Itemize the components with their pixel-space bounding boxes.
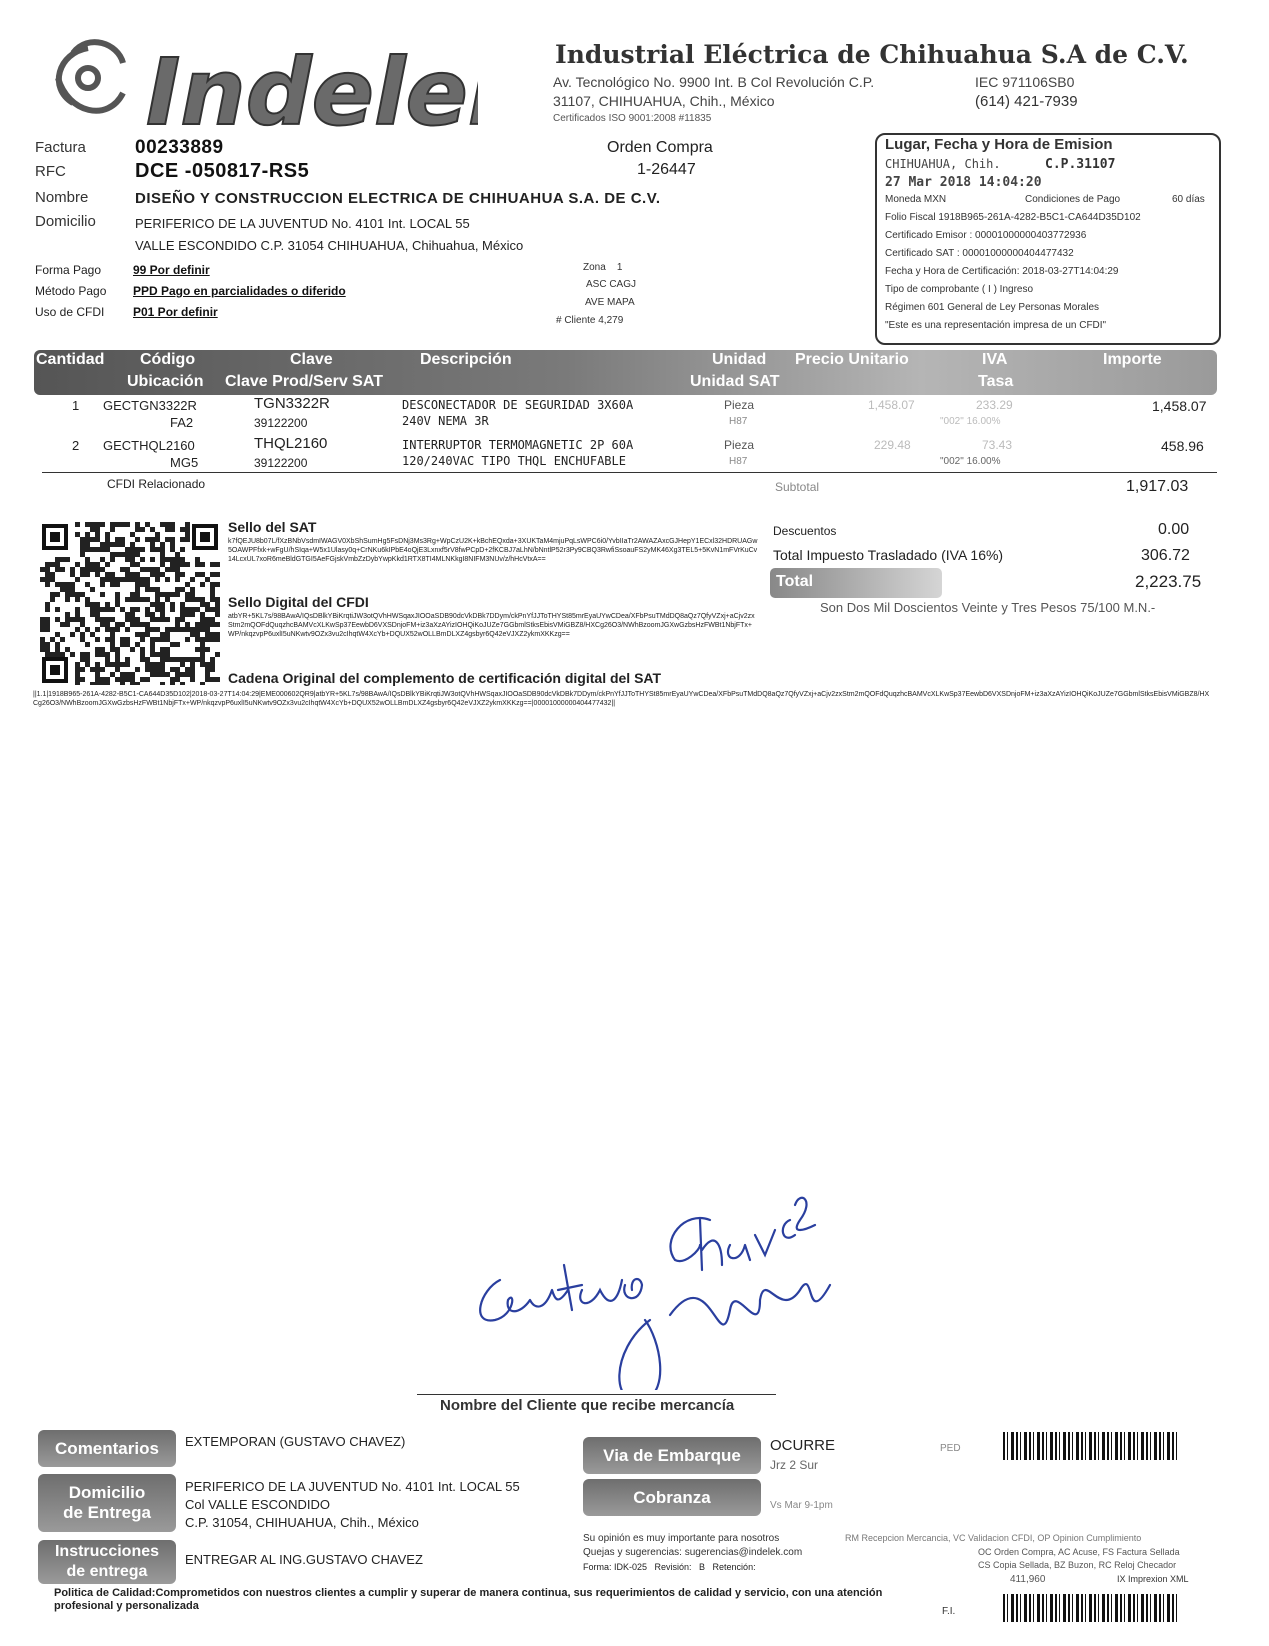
metodo-pago-value: PPD Pago en parcialidades o diferido (133, 284, 346, 298)
emision-city: CHIHUAHUA, Chih. (885, 157, 1001, 171)
total-in-words: Son Dos Mil Doscientos Veinte y Tres Pesos 75/100 M.N.- (820, 600, 1156, 615)
row-clave-sat: 39122200 (254, 416, 308, 430)
table-header-bar (34, 350, 1217, 395)
rfc-label: RFC (35, 163, 66, 180)
fi-label: F.I. (942, 1606, 956, 1617)
company-name: Industrial Eléctrica de Chihuahua S.A de C.V. (555, 40, 1189, 69)
row-iva: 73.43 (982, 438, 1013, 452)
tipo-comprobante: Tipo de comprobante ( I ) Ingreso (885, 284, 1034, 295)
row-price: 1,458.07 (868, 398, 915, 412)
row-price: 229.48 (874, 438, 911, 452)
descuentos-label: Descuentos (773, 524, 837, 538)
via-embarque-sub: Jrz 2 Sur (770, 1458, 819, 1472)
client-name: DISEÑO Y CONSTRUCCION ELECTRICA DE CHIHUAHUA S.A. DE C.V. (135, 190, 661, 207)
orden-label: Orden Compra (607, 139, 713, 156)
row-desc-2: 120/240VAC TIPO THQL ENCHUFABLE (402, 454, 626, 468)
row-desc-1: DESCONECTADOR DE SEGURIDAD 3X60A (402, 398, 634, 412)
via-embarque-value: OCURRE (770, 1437, 836, 1454)
cadena-title: Cadena Original del complemento de certificación digital del SAT (228, 670, 662, 686)
metodo-pago-label: Método Pago (35, 284, 107, 298)
client-address-1: PERIFERICO DE LA JUVENTUD No. 4101 Int. LOCAL 55 (135, 216, 470, 231)
cert-sat: Certificado SAT : 00001000000404477432 (885, 248, 1074, 259)
barcode-top (1003, 1432, 1178, 1460)
emision-date: 27 Mar 2018 14:04:20 (885, 175, 1042, 190)
row-iva: 233.29 (976, 398, 1013, 412)
instrucciones-value: ENTREGAR AL ING.GUSTAVO CHAVEZ (185, 1552, 423, 1567)
comentarios-value: EXTEMPORAN (GUSTAVO CHAVEZ) (185, 1434, 406, 1449)
row-tasa: "002" 16.00% (940, 416, 1001, 427)
domicilio-label: Domicilio (35, 213, 96, 230)
legend-4: IX Imprexion XML (1117, 1574, 1189, 1584)
table-bottom-rule (42, 472, 1217, 473)
opinion-text: Su opinión es muy importante para nosotros (583, 1533, 780, 1544)
cobranza-sub: Vs Mar 9-1pm (770, 1500, 833, 1511)
factura-label: Factura (35, 139, 86, 156)
cfdi-representation: "Este es una representación impresa de un CFDI" (885, 320, 1107, 331)
legend-number: 411,960 (1010, 1574, 1046, 1585)
total-label: Total (776, 573, 814, 590)
instrucciones-pill: Instrucciones de entrega (38, 1540, 176, 1584)
row-desc-1: INTERRUPTOR TERMOMAGNETIC 2P 60A (402, 438, 634, 452)
impuesto-label: Total Impuesto Trasladado (IVA 16%) (773, 547, 1004, 563)
company-logo (28, 28, 478, 138)
brand-wordmark: Indele (146, 39, 468, 138)
quality-policy: Politica de Calidad:Comprometidos con nuestros clientes a cumplir y superar de manera continua, sus requerimientos de calidad y servicio, con una atención profesional y personalizada (54, 1587, 883, 1612)
signature-label: Nombre del Cliente que recibe mercancía (440, 1397, 735, 1414)
orden-number: 1-26447 (637, 161, 696, 178)
uso-cfdi-label: Uso de CFDI (35, 305, 105, 319)
forma-pago-label: Forma Pago (35, 263, 102, 277)
th-ubicacion: Ubicación (127, 373, 204, 390)
row-importe: 458.96 (1161, 438, 1204, 454)
row-desc-2: 240V NEMA 3R (402, 414, 489, 428)
cobranza-pill: Cobranza (583, 1479, 761, 1516)
condiciones-pago: Condiciones de Pago (1025, 194, 1121, 205)
th-unidad-sat: Unidad SAT (690, 373, 780, 390)
th-unidad: Unidad (712, 351, 767, 368)
th-iva: IVA (982, 351, 1008, 368)
factura-number: 00233889 (135, 137, 224, 158)
subtotal-label: Subtotal (775, 480, 820, 494)
legend-3: CS Copia Sellada, BZ Buzon, RC Reloj Checador (978, 1560, 1177, 1570)
company-cert: Certificados ISO 9001:2008 #11835 (553, 113, 712, 124)
row-location: MG5 (170, 455, 199, 470)
company-address-2: 31107, CHIHUAHUA, Chih., México (553, 93, 775, 109)
cadena-text: ||1.1|1918B965-261A-4282-B5C1-CA644D35D102|2018-03-27T14:04:29|EME000602QR9|atbYR+5KL7s/98BAwA/IQsDBlkYBiKrqtiJW3otQVhHWSqaxJIOOaSDB90dcVkDBk7DDym/ckPnYfJJToTHYSt85mrEyaUYwCDea/XFbPsuTMdDQ8aQz7QfyVZxj+aCjv2zxStm2mQOFdQuqzhcBAMVcXLKwSp37EewbD6VXSDnjoFM+iz3aXzAYizIOHQiKoJUZe7GGbmlStksEbisVMiGBZ8/HXCg26O3/NWhBzoomJGXwGzbsHzFWBt1NbjFTx+WP/nkqzvpP6uxlI5uNKwtv9OZx3vu2cIhqtW4XcYb+DQUX52wOLLBmDLXZ4gsbyr6Q42eVJXZ2ykmXKKzg==|00001000000404477432|| (33, 691, 1210, 707)
th-importe: Importe (1103, 351, 1162, 368)
row-tasa: "002" 16.00% (940, 456, 1001, 467)
comentarios-pill: Comentarios (38, 1430, 176, 1467)
cfdi-relacionado: CFDI Relacionado (107, 477, 206, 491)
fecha-cert: Fecha y Hora de Certificación: 2018-03-27T14:04:29 (885, 266, 1119, 277)
total-value: 2,223.75 (1135, 572, 1202, 591)
sello-cfdi-text: atbYR+5KL7s/98BAwA/IQsDBlkYBiKrqtiJW3otQVhHWSqaxJIOOaSDB90dcVkDBk7DDym/ckPnYfJJToTHYSt85mrEyaUYwCDea/XFbPsuTMdDQ8aQz7QfyVZxj+aCjv2zxStm2mQOFdQuqzhcBAMVcXLKwSp37EewbD6VXSDnjoFM+iz3aXzAYizIOHQiKoJUZe7GGbmlStksEbisVMiGBZ8/HXCg26O3/NWhBzoomJGXwGzbsHzFWBt1NbjFTx+WP/nkqzvpP6uxlI5uNKwtv9OZx3vu2cIhqtW4XcYb+DQUX52wOLLBmDLXZ4gsbyr6Q42eVJXZ2ykmXKKzg== (228, 613, 755, 638)
sello-sat-title: Sello del SAT (228, 519, 317, 535)
row-clave: TGN3322R (254, 395, 330, 412)
quejas-text: Quejas y sugerencias: sugerencias@indelek.com (583, 1547, 803, 1558)
sello-cfdi-title: Sello Digital del CFDI (228, 594, 369, 610)
emision-cp: C.P.31107 (1045, 157, 1116, 172)
company-phone: (614) 421-7939 (975, 93, 1078, 110)
row-unit: Pieza (724, 438, 755, 452)
client-rfc: DCE -050817-RS5 (135, 160, 310, 182)
company-address-1: Av. Tecnológico No. 9900 Int. B Col Revolución C.P. (553, 74, 875, 90)
row-unit: Pieza (724, 398, 755, 412)
barcode-bottom (1003, 1594, 1178, 1622)
asc: ASC CAGJ (586, 279, 637, 290)
cliente-number: # Cliente 4,279 (556, 315, 624, 326)
ave: AVE MAPA (585, 297, 635, 308)
row-unit-sat: H87 (729, 456, 748, 467)
cert-emisor: Certificado Emisor : 00001000000403772936 (885, 230, 1087, 241)
forma-text: Forma: IDK-025 Revisión: B Retención: (583, 1562, 756, 1572)
moneda: Moneda MXN (885, 194, 947, 205)
zona: Zona 1 (583, 262, 623, 273)
domicilio-entrega-1: PERIFERICO DE LA JUVENTUD No. 4101 Int. LOCAL 55 (185, 1479, 520, 1494)
row-code: GECTGN3322R (103, 398, 197, 413)
th-precio: Precio Unitario (795, 351, 909, 368)
via-embarque-pill: Via de Embarque (583, 1437, 761, 1474)
forma-pago-value: 99 Por definir (133, 263, 210, 277)
domicilio-entrega-3: C.P. 31054, CHIHUAHUA, Chih., México (185, 1515, 419, 1530)
uso-cfdi-value: P01 Por definir (133, 305, 218, 319)
row-location: FA2 (170, 415, 194, 430)
row-unit-sat: H87 (729, 416, 748, 427)
row-qty: 2 (72, 438, 80, 453)
handwritten-signature (460, 1150, 880, 1390)
qr-code (40, 522, 220, 685)
th-descripcion: Descripción (420, 351, 512, 368)
company-rfc: IEC 971106SB0 (975, 74, 1075, 90)
emision-title: Lugar, Fecha y Hora de Emision (885, 136, 1113, 153)
legend-2: OC Orden Compra, AC Acuse, FS Factura Sellada (978, 1547, 1180, 1557)
legend-1: RM Recepcion Mercancia, VC Validacion CFDI, OP Opinion Cumplimiento (845, 1533, 1142, 1543)
folio-fiscal: Folio Fiscal 1918B965-261A-4282-B5C1-CA644D35D102 (885, 212, 1141, 223)
domicilio-entrega-2: Col VALLE ESCONDIDO (185, 1497, 330, 1512)
domicilio-entrega-pill: Domicilio de Entrega (38, 1474, 176, 1532)
indelek-swirl-icon (28, 28, 478, 138)
client-address-2: VALLE ESCONDIDO C.P. 31054 CHIHUAHUA, Chihuahua, México (135, 238, 524, 253)
th-codigo: Código (140, 351, 196, 368)
descuentos-value: 0.00 (1158, 521, 1190, 538)
th-tasa: Tasa (978, 373, 1014, 390)
ped-label: PED (940, 1443, 961, 1454)
row-clave-sat: 39122200 (254, 456, 308, 470)
row-clave: THQL2160 (254, 435, 328, 452)
dias: 60 días (1172, 194, 1205, 205)
th-clave-sat: Clave Prod/Serv SAT (225, 373, 383, 390)
row-code: GECTHQL2160 (103, 438, 195, 453)
impuesto-value: 306.72 (1141, 547, 1190, 564)
th-clave: Clave (290, 351, 333, 368)
subtotal-value: 1,917.03 (1126, 478, 1189, 495)
sello-sat-text: k7fQEJU8b07L/fXzBNbVsdmIWAGV0XbShSumHg5FsDNj3Ms3Rg+WpCzU2K+kBchEQxda+3XUKTaM4mjuPqLsWPC6i0/YvbIIaTr2AWAZAxcGJHepY1ECxl32HDRUAGw5OAWPFfxk+wFgU/hSIqa+W5x1Ulasy0q+CrNKu6kIPbE4oQjE3Lxnxf5rV8fwPCpD+2fKCBJ7aLhN/bNntlP52r3Py9CBQ3RwfiSsoauFS2yMK46Xg3TEL5+5KvN1mFVrKuCv14LcxUL7xoR6meBldGTGI5AeFGjskVmbZzDybYwpKkd1RTX8TI4MLNKkgI8NIFM3NUv/z/hHcVtxA== (228, 538, 758, 563)
nombre-label: Nombre (35, 189, 89, 206)
th-cantidad: Cantidad (36, 351, 105, 368)
row-qty: 1 (72, 398, 80, 413)
regimen: Régimen 601 General de Ley Personas Morales (885, 302, 1100, 313)
signature-line (417, 1394, 776, 1395)
row-importe: 1,458.07 (1152, 398, 1207, 414)
